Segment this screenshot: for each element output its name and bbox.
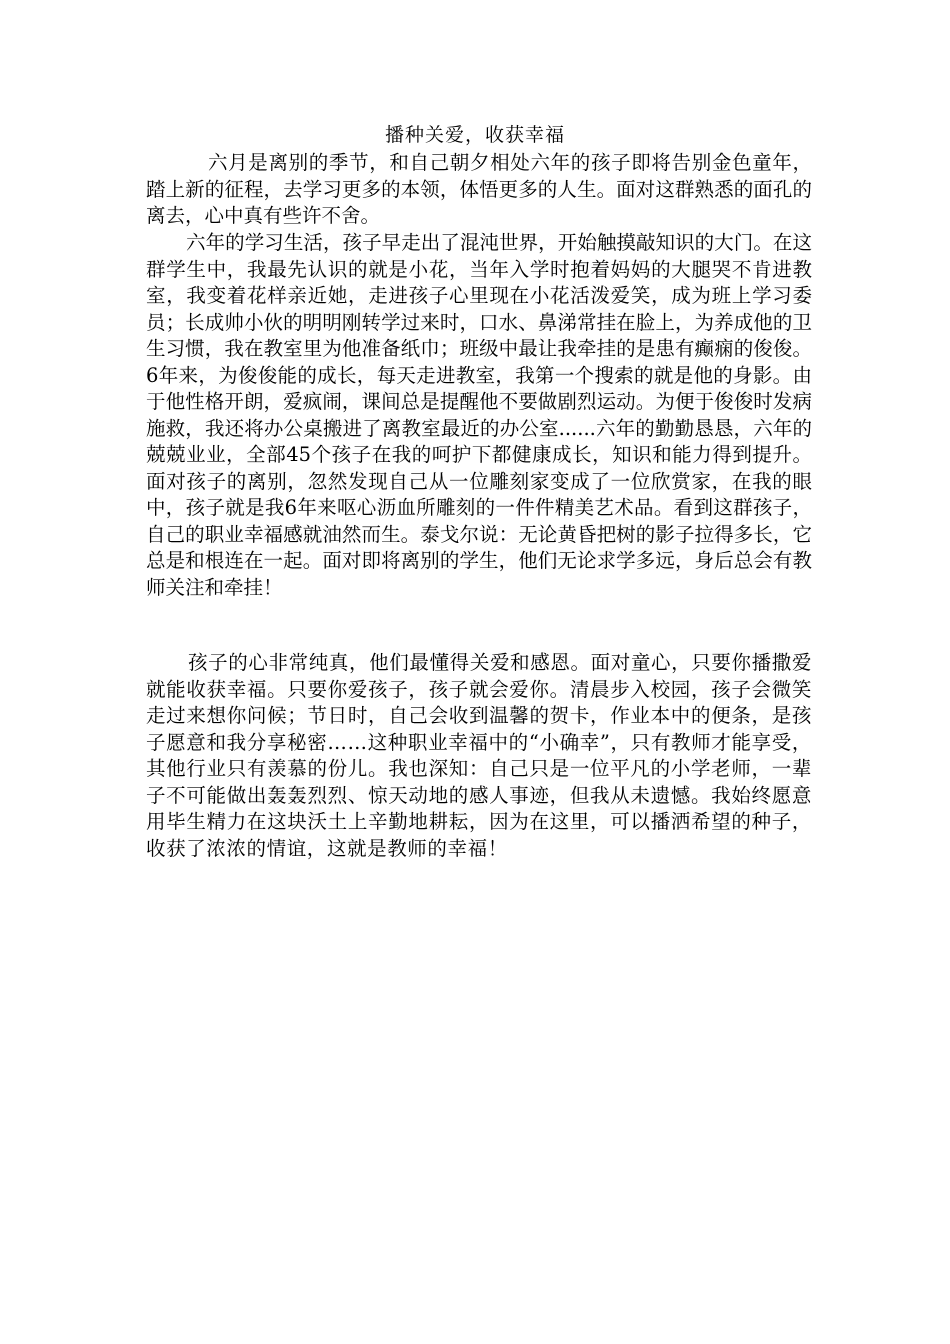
document-title: 播种关爱，收获幸福: [384, 124, 565, 146]
paragraph-farewell: 六月是离别的季节，和自己朝夕相处六年的孩子即将告别金色童年，踏上新的征程，去学习更多的本领，体悟更多的人生。面对这群熟悉的面孔的离去，心中真有些许不舍。: [146, 151, 812, 227]
paragraph-happiness: 孩子的心非常纯真，他们最懂得关爱和感恩。面对童心，只要你播撒爱就能收获幸福。只要你爱孩子，孩子就会爱你。清晨步入校园，孩子会微笑走过来想你问候；节日时，自己会收到温馨的贺卡，作业本中的便条，是孩子愿意和我分享秘密……这种职业幸福中的“小确幸”，只有教师才能享受，其他行业只有羡慕的份儿。我也深知：自己只是一位平凡的小学老师，一辈子不可能做出轰轰烈烈、惊天动地的感人事迹，但我从未遗憾。我始终愿意用毕生精力在这块沃土上辛勤地耕耘，因为在这里，可以播洒希望的种子，收获了浓浓的情谊，这就是教师的幸福！: [146, 651, 812, 860]
paragraph-six-years: 六年的学习生活，孩子早走出了混沌世界，开始触摸敲知识的大门。在这群学生中，我最先认识的就是小花，当年入学时抱着妈妈的大腿哭不肯进教室，我变着花样亲近她，走进孩子心里现在小花活泼爱笑，成为班上学习委员；长成帅小伙的明明刚转学过来时，口水、鼻涕常挂在脸上，为养成他的卫生习惯，我在教室里为他准备纸巾；班级中最让我牵挂的是患有癫痫的俊俊。6年来，为俊俊能的成长，每天走进教室，我第一个搜索的就是他的身影。由于他性格开朗，爱疯闹，课间总是提醒他不要做剧烈运动。为便于俊俊时发病施救，我还将办公桌搬进了离教室最近的办公室......六年的勤勤恳恳，六年的兢兢业业，全部45个孩子在我的呵护下都健康成长，知识和能力得到提升。面对孩子的离别，忽然发现自己从一位雕刻家变成了一位欣赏家，在我的眼中，孩子就是我6年来呕心沥血所雕刻的一件件精美艺术品。看到这群孩子，自己的职业幸福感就油然而生。泰戈尔说：无论黄昏把树的影子拉得多长，它总是和根连在一起。面对即将离别的学生，他们无论求学多远，身后总会有教师关注和牵挂！: [146, 231, 812, 599]
